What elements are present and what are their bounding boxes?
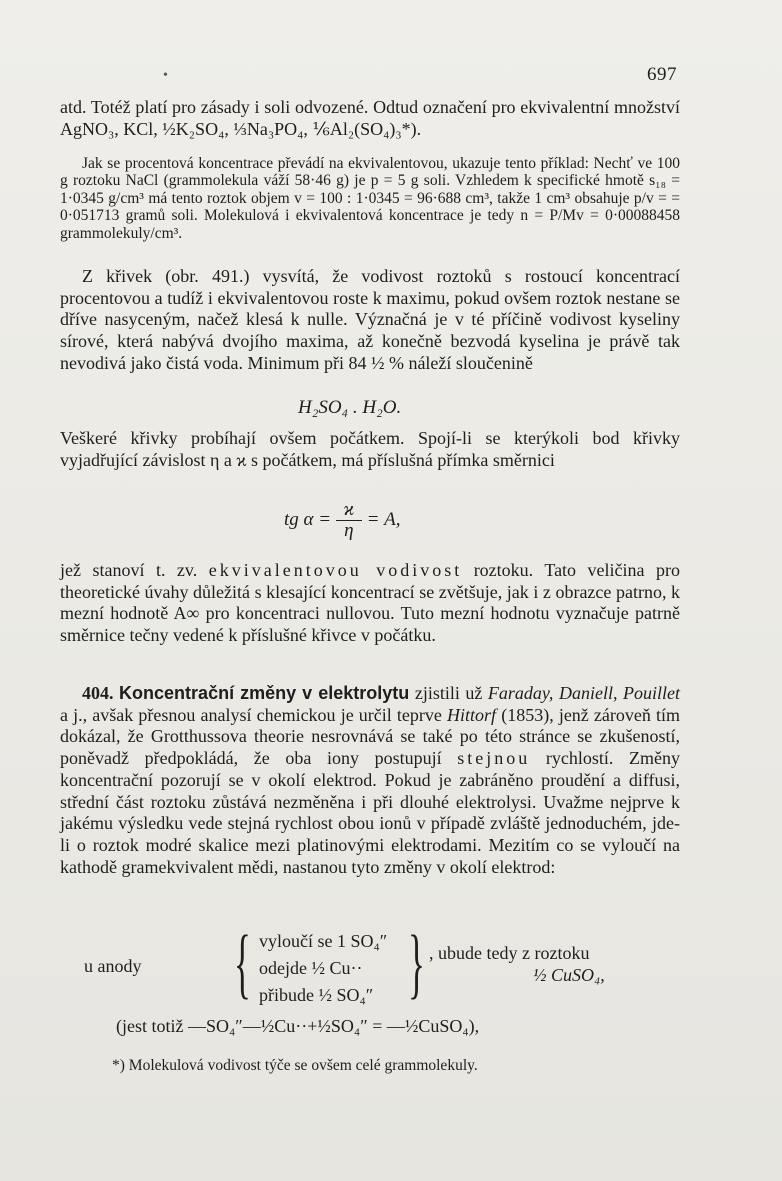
- formula-sulfuric-hydrate: H₂SO₄ . H₂O.: [298, 397, 402, 418]
- section-text-b: a j., avšak přesnou analysí chemickou je určil teprve: [60, 704, 442, 725]
- para4-pre: jež stanoví t. zv.: [60, 560, 198, 580]
- page-number: 697: [647, 64, 677, 85]
- section-404-text: [60, 683, 680, 878]
- paragraph-curves-text: Z křivek (obr. 491.) vysvítá, že vodivost roztoků s rostoucí koncentrací procentovou a tudíž i ekvivalentovou roste k maximu, pokud ovšem roztok nestane se dříve nasyceným, načež klesá k nulle. Význačná je v té příčině vodivost kyseliny sírové, která nabývá dvojího maxima, až konečně bezvodá kyselina je právě tak nevodivá jako čistá voda. Minimum při 84 ½ % náleží sloučenině: [60, 266, 680, 373]
- formula-tangent-lhs: tg α =: [284, 508, 332, 530]
- anode-result-line-2: ½ CuSO₄,: [533, 965, 605, 985]
- para4-post: roztoku. Tato veličina pro theoretické úvahy důležitá s klesající koncentrací se zvětšuje, jak i z obrazce patrno, k mezní hodnotě A∞ pro koncentraci nullovou. Tuto mezní hodnotu vyznačuje patrně směrnice tečny vedené k příslušné křivce v počátku.: [60, 560, 680, 646]
- anode-changes: [84, 919, 684, 1010]
- paragraph-curves: [60, 266, 680, 375]
- anode-line-1: vyloučí se 1 SO₄″: [259, 931, 388, 951]
- formula-tangent: [284, 500, 401, 541]
- page-speck: •: [163, 68, 168, 83]
- right-brace: }: [408, 919, 425, 1006]
- section-text-c: (1853), jenž zároveň tím dokázal, že Grotthussova theorie nesrovnává se také po této stránce se zkušeností, poněvadž předpokládá, že oba iony postupují: [60, 704, 681, 769]
- footnote: *) Molekulová vodivost týče se ovšem celé grammolekuly.: [112, 1057, 478, 1074]
- example-paragraph-text: Jak se procentová koncentrace převádí na ekvivalentovou, ukazuje tento příklad: Nechť ve 100 g roztoku NaCl (grammolekula váží 58·46 g) je p = 5 g soli. Vzhledem k specifické hmotě s₁₈ = 1·0345 g/cm³ má tento roztok objem v = 100 : 1·0345 = 96·688 cm³, takže 1 cm³ obsahuje p/v = = 0·051713 gramů soli. Molekulová i ekvivalentová koncentrace je tedy n = P/Mv = 0·00088458 grammolekuly/cm³.: [60, 155, 680, 242]
- anode-result-line-1: , ubude tedy z roztoku: [429, 943, 590, 963]
- paragraph-slope-text: Veškeré křivky probíhají ovšem počátkem. Spojí-li se kterýkoli bod křivky vyjadřující závislost η a ϰ s počátkem, má příslušná přímka směrnici: [60, 428, 680, 470]
- formula-tangent-rhs: = A,: [366, 508, 401, 530]
- formula-tangent-denominator: η: [344, 520, 354, 541]
- anode-line-2: odejde ½ Cu··: [259, 958, 363, 978]
- jest-formula: (jest totiž —SO₄″—½Cu··+½SO₄″ = —½CuSO₄),: [116, 1016, 480, 1036]
- paragraph-equivalents: [60, 97, 680, 140]
- formula-tangent-numerator: ϰ: [343, 499, 355, 520]
- section-text-a: zjistili už: [414, 683, 483, 703]
- section-404: [60, 683, 680, 878]
- paragraph-equivalents-text: atd. Totéž platí pro zásady i soli odvozené. Odtud označení pro ekvivalentní množství AgNO₃, KCl, ½K₂SO₄, ⅓Na₃PO₄, ⅙Al₂(SO₄)₃*).: [60, 97, 680, 139]
- anode-result: [429, 942, 605, 986]
- para4-spaced-term: ekvivalentovou vodivost: [208, 560, 463, 580]
- paragraph-equivalent-conductivity-text: [60, 560, 680, 647]
- section-name-hittorf: Hittorf: [447, 704, 497, 725]
- section-title: Koncentrační změny v elektrolytu: [119, 683, 410, 703]
- section-number: 404.: [82, 683, 114, 703]
- section-spaced-word: stejnou: [457, 748, 531, 769]
- paragraph-equivalent-conductivity: [60, 560, 680, 647]
- section-text-d: rychlostí. Změny koncentrační pozorují se v okolí elektrod. Pokud je zabráněno proudění a diffusi, střední část roztoku zůstává nezměněna i při dlouhé elektrolysi. Uvažme nejprve k jakému výsledku vede stejná rychlost obou ionů v případě zvláště jednoduchém, jde-li o roztok modré skalice mezi platinovými elektrodami. Mezitím co se vyloučí na kathodě gramekvivalent mědi, nastanou tyto změny v okolí elektrod:: [60, 748, 680, 877]
- section-names: Faraday, Daniell, Pouillet: [487, 683, 680, 703]
- anode-line-3: přibude ½ SO₄″: [259, 985, 374, 1005]
- paragraph-slope: [60, 428, 680, 471]
- formula-tangent-fraction: [336, 500, 362, 541]
- anode-label: u anody: [84, 956, 142, 976]
- example-paragraph: [60, 155, 680, 242]
- left-brace: {: [234, 919, 251, 1006]
- anode-lines: [259, 928, 387, 1009]
